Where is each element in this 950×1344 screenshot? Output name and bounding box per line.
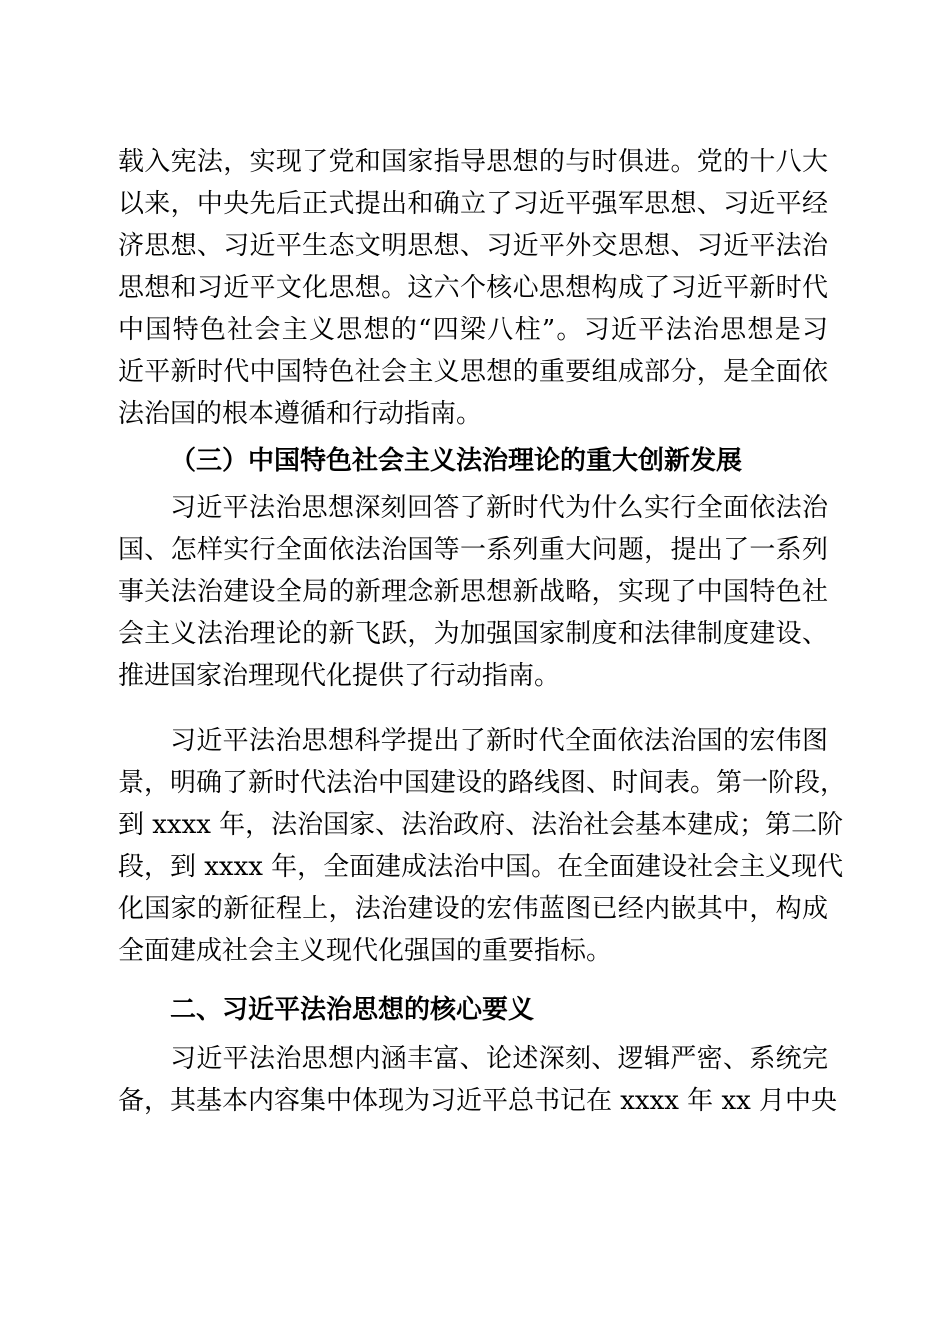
paragraph-line: 到 xxxx 年，法治国家、法治政府、法治社会基本建成；第二阶 xyxy=(118,810,844,840)
section-heading: （三）中国特色社会主义法治理论的重大创新发展 xyxy=(170,446,743,476)
paragraph-line: 以来，中央先后正式提出和确立了习近平强军思想、习近平经 xyxy=(118,189,828,219)
paragraph-line: 习近平法治思想深刻回答了新时代为什么实行全面依法治 xyxy=(170,493,828,523)
paragraph-line: 备，其基本内容集中体现为习近平总书记在 xxxx 年 xx 月中央 xyxy=(118,1086,838,1116)
paragraph-line: 中国特色社会主义思想的“四梁八柱”。习近平法治思想是习 xyxy=(118,315,828,345)
chapter-heading: 二、习近平法治思想的核心要义 xyxy=(170,995,535,1025)
paragraph-line: 习近平法治思想内涵丰富、论述深刻、逻辑严密、系统完 xyxy=(170,1044,828,1074)
paragraph-line: 法治国的根本遵循和行动指南。 xyxy=(118,399,483,429)
paragraph-line: 推进国家治理现代化提供了行动指南。 xyxy=(118,661,561,691)
paragraph-line: 段，到 xxxx 年，全面建成法治中国。在全面建设社会主义现代 xyxy=(118,852,844,882)
paragraph-line: 国、怎样实行全面依法治国等一系列重大问题，提出了一系列 xyxy=(118,535,828,565)
paragraph-line: 景，明确了新时代法治中国建设的路线图、时间表。第一阶段， xyxy=(118,768,847,798)
paragraph-line: 习近平法治思想科学提出了新时代全面依法治国的宏伟图 xyxy=(170,726,828,756)
paragraph-line: 近平新时代中国特色社会主义思想的重要组成部分，是全面依 xyxy=(118,357,828,387)
paragraph-line: 思想和习近平文化思想。这六个核心思想构成了习近平新时代 xyxy=(118,273,828,303)
paragraph-line: 载入宪法，实现了党和国家指导思想的与时俱进。党的十八大 xyxy=(118,147,828,177)
paragraph-line: 化国家的新征程上，法治建设的宏伟蓝图已经内嵌其中，构成 xyxy=(118,894,828,924)
paragraph-line: 事关法治建设全局的新理念新思想新战略，实现了中国特色社 xyxy=(118,577,828,607)
paragraph-line: 全面建成社会主义现代化强国的重要指标。 xyxy=(118,936,613,966)
paragraph-line: 济思想、习近平生态文明思想、习近平外交思想、习近平法治 xyxy=(118,231,828,261)
paragraph-line: 会主义法治理论的新飞跃，为加强国家制度和法律制度建设、 xyxy=(118,619,828,649)
